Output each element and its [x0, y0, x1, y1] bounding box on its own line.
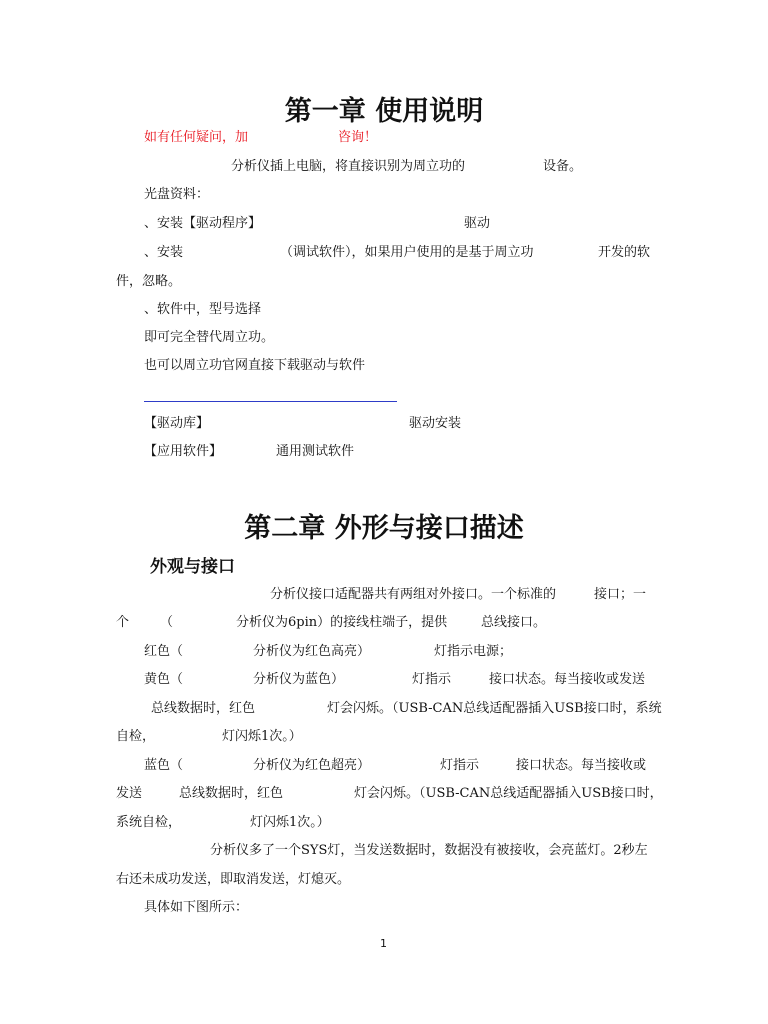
paragraph-text: 分析仪多了一个SYS灯，当发送数据时，数据没有被接收，会亮蓝灯。2秒左: [210, 843, 648, 858]
disc-label: 光盘资料：: [144, 187, 210, 202]
paragraph-text: 右还未成功发送，即取消发送，灯熄灭。: [116, 872, 351, 887]
paragraph-text: 也可以周立功官网直接下载驱动与软件: [144, 358, 366, 373]
notice-text-left: 如有任何疑问，加: [144, 130, 249, 145]
paragraph-text: 接口；一: [594, 587, 647, 602]
download-link[interactable]: [144, 401, 397, 402]
paragraph-text: 总线数据时，红色: [151, 701, 256, 716]
paragraph-text: 灯闪烁1次。）: [222, 729, 302, 744]
paragraph-text: 设备。: [543, 159, 583, 174]
paragraph-text: 灯会闪烁。（USB-CAN总线适配器插入USB接口时，系统: [327, 701, 662, 716]
app-software-label: 【应用软件】: [144, 444, 223, 459]
list-item: 开发的软: [598, 245, 651, 260]
paragraph-text: （: [160, 615, 174, 630]
page-number: 1: [380, 937, 387, 950]
paragraph-text: 系统自检，: [116, 815, 182, 830]
paragraph-text: 灯指示电源；: [434, 644, 513, 659]
chapter2-title: 第二章 外形与接口描述: [244, 513, 524, 544]
paragraph-text: 分析仪为6pin）的接线柱端子，提供: [236, 615, 448, 630]
paragraph-text: 发送: [116, 786, 143, 801]
paragraph-text: 即可完全替代周立功。: [144, 330, 275, 345]
list-item: 驱动: [464, 216, 491, 231]
chapter1-title: 第一章 使用说明: [284, 96, 484, 127]
paragraph-text: 总线接口。: [481, 615, 547, 630]
paragraph-text: 分析仪插上电脑，将直接识别为周立功的: [231, 159, 466, 174]
paragraph-text: 灯指示: [412, 672, 452, 687]
paragraph-text: 灯闪烁1次。）: [250, 815, 330, 830]
list-item: 、安装【驱动程序】: [144, 216, 262, 231]
paragraph-text: 灯指示: [440, 758, 480, 773]
list-item: 件，忽略。: [116, 274, 182, 289]
paragraph-text: 总线数据时，红色: [179, 786, 284, 801]
paragraph-text: 接口状态。每当接收或发送: [489, 672, 646, 687]
paragraph-text: 自检，: [116, 729, 156, 744]
paragraph-text: 黄色（: [144, 672, 184, 687]
paragraph-text: 红色（: [144, 644, 184, 659]
paragraph-text: 蓝色（: [144, 758, 184, 773]
paragraph-text: 分析仪为红色高亮）: [253, 644, 371, 659]
paragraph-text: 个: [116, 615, 130, 630]
paragraph-text: 分析仪为蓝色）: [253, 672, 345, 687]
list-item: 、软件中，型号选择: [144, 302, 262, 317]
paragraph-text: 接口状态。每当接收或: [516, 758, 647, 773]
list-item: （调试软件），如果用户使用的是基于周立功: [280, 245, 534, 260]
driver-library-desc: 驱动安装: [409, 416, 462, 431]
figure-note: 具体如下图所示：: [144, 900, 249, 915]
app-software-desc: 通用测试软件: [276, 444, 355, 459]
section-heading: 外观与接口: [150, 557, 235, 577]
paragraph-text: 分析仪为红色超亮）: [253, 758, 371, 773]
paragraph-text: 分析仪接口适配器共有两组对外接口。一个标准的: [270, 587, 557, 602]
driver-library-label: 【驱动库】: [144, 416, 210, 431]
notice-text-right: 咨询！: [338, 130, 378, 145]
list-item: 、安装: [144, 245, 184, 260]
paragraph-text: 灯会闪烁。（USB-CAN总线适配器插入USB接口时，: [354, 786, 663, 801]
